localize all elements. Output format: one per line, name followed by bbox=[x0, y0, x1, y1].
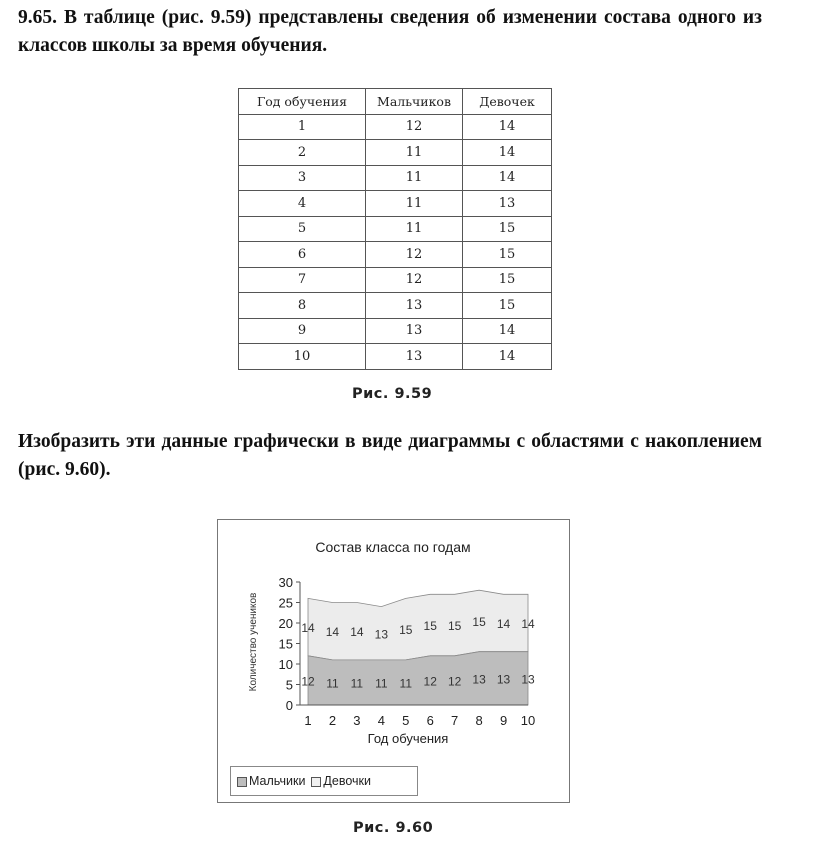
cell-boys: 12 bbox=[366, 114, 463, 140]
y-tick-label: 25 bbox=[278, 595, 293, 611]
figure-caption-9-59: Рис. 9.59 bbox=[352, 386, 433, 402]
chart-title: Состав класса по годам bbox=[315, 539, 471, 555]
x-tick-label: 1 bbox=[304, 713, 312, 728]
cell-boys: 12 bbox=[366, 267, 463, 293]
data-label-boys: 13 bbox=[496, 672, 511, 687]
cell-year: 6 bbox=[239, 242, 366, 268]
chart-legend bbox=[230, 766, 418, 796]
table-header-row bbox=[239, 89, 552, 115]
x-tick-label: 10 bbox=[520, 713, 536, 728]
data-label-boys: 12 bbox=[423, 674, 437, 689]
header-year: Год обучения bbox=[239, 89, 366, 115]
data-label-girls: 15 bbox=[472, 614, 486, 629]
data-label-girls: 13 bbox=[374, 627, 389, 642]
x-tick-label: 9 bbox=[499, 713, 508, 728]
data-label-girls: 14 bbox=[350, 625, 364, 640]
cell-girls: 14 bbox=[463, 344, 552, 370]
cell-year: 9 bbox=[239, 318, 366, 344]
x-tick-label: 3 bbox=[353, 713, 361, 728]
table-row bbox=[239, 165, 552, 191]
y-tick-label: 20 bbox=[278, 616, 293, 631]
table-row bbox=[239, 267, 552, 293]
cell-boys: 11 bbox=[366, 216, 463, 242]
data-label-boys: 11 bbox=[399, 676, 413, 691]
chart-canvas bbox=[218, 520, 568, 801]
figure-caption-9-60: Рис. 9.60 bbox=[353, 820, 434, 836]
cell-year: 3 bbox=[239, 165, 366, 191]
cell-boys: 11 bbox=[366, 140, 463, 166]
y-tick-label: 10 bbox=[278, 657, 293, 672]
cell-year: 5 bbox=[239, 216, 366, 242]
data-label-girls: 15 bbox=[423, 619, 437, 634]
legend-label-girls: Девочки bbox=[323, 774, 371, 788]
cell-year: 4 bbox=[239, 191, 366, 217]
problem-text: 9.65. В таблице (рис. 9.59) представлены сведения об изменении состава одного из классов школы за время обучения. bbox=[18, 7, 762, 56]
table-row bbox=[239, 191, 552, 217]
legend-label-boys: Мальчики bbox=[249, 774, 306, 788]
data-label-girls: 15 bbox=[399, 623, 413, 638]
data-label-girls: 14 bbox=[496, 617, 511, 631]
y-tick-label: 30 bbox=[278, 575, 293, 590]
x-axis-label: Год обучения bbox=[367, 731, 449, 746]
cell-year: 8 bbox=[239, 293, 366, 319]
x-tick-label: 6 bbox=[426, 713, 434, 728]
header-boys: Мальчиков bbox=[366, 89, 463, 115]
cell-girls: 15 bbox=[463, 267, 552, 293]
table-row bbox=[239, 140, 552, 166]
cell-boys: 12 bbox=[366, 242, 463, 268]
x-tick-label: 5 bbox=[402, 713, 410, 728]
y-tick-label: 15 bbox=[278, 636, 293, 652]
cell-girls: 14 bbox=[463, 318, 552, 344]
x-tick-label: 2 bbox=[328, 713, 337, 728]
data-label-girls: 14 bbox=[521, 617, 535, 631]
cell-year: 10 bbox=[239, 344, 366, 370]
data-table bbox=[238, 88, 552, 370]
table-row bbox=[239, 318, 552, 344]
table-row bbox=[239, 344, 552, 370]
x-tick-label: 7 bbox=[451, 713, 459, 728]
stacked-area-chart bbox=[217, 519, 570, 803]
data-label-boys: 11 bbox=[326, 676, 339, 691]
y-tick-label: 5 bbox=[285, 677, 293, 693]
table-row bbox=[239, 216, 552, 242]
data-label-girls: 14 bbox=[325, 625, 340, 640]
cell-girls: 15 bbox=[463, 216, 552, 242]
x-tick-label: 8 bbox=[475, 713, 483, 728]
area-series-boys bbox=[308, 652, 528, 705]
table-row bbox=[239, 242, 552, 268]
y-axis-label: Количество учеников bbox=[248, 592, 259, 692]
cell-boys: 13 bbox=[366, 318, 463, 344]
data-label-boys: 12 bbox=[301, 674, 315, 689]
legend-swatch-girls bbox=[311, 777, 321, 787]
cell-boys: 13 bbox=[366, 293, 463, 319]
cell-girls: 13 bbox=[463, 191, 552, 217]
data-label-boys: 13 bbox=[472, 672, 486, 687]
cell-boys: 11 bbox=[366, 165, 463, 191]
task-text: Изобразить эти данные графически в виде диаграммы с областями с накоплением (рис. 9.60). bbox=[18, 431, 762, 480]
legend-item-boys bbox=[237, 774, 305, 788]
data-label-boys: 11 bbox=[375, 676, 388, 691]
data-label-girls: 15 bbox=[447, 619, 462, 634]
cell-boys: 13 bbox=[366, 344, 463, 370]
data-label-boys: 12 bbox=[447, 674, 462, 689]
cell-girls: 14 bbox=[463, 165, 552, 191]
table-row bbox=[239, 114, 552, 140]
cell-year: 7 bbox=[239, 267, 366, 293]
data-label-boys: 13 bbox=[521, 672, 535, 687]
table-row bbox=[239, 293, 552, 319]
data-label-girls: 14 bbox=[301, 621, 315, 636]
header-girls: Девочек bbox=[463, 89, 552, 115]
area-series-girls bbox=[308, 590, 528, 660]
data-label-boys: 11 bbox=[350, 676, 364, 691]
cell-year: 1 bbox=[239, 114, 366, 140]
cell-girls: 14 bbox=[463, 114, 552, 140]
legend-item-girls bbox=[311, 774, 371, 788]
cell-girls: 15 bbox=[463, 293, 552, 319]
x-tick-label: 4 bbox=[377, 713, 385, 728]
y-tick-label: 0 bbox=[285, 698, 293, 713]
cell-year: 2 bbox=[239, 140, 366, 166]
cell-boys: 11 bbox=[366, 191, 463, 217]
cell-girls: 15 bbox=[463, 242, 552, 268]
cell-girls: 14 bbox=[463, 140, 552, 166]
legend-swatch-boys bbox=[237, 777, 247, 787]
